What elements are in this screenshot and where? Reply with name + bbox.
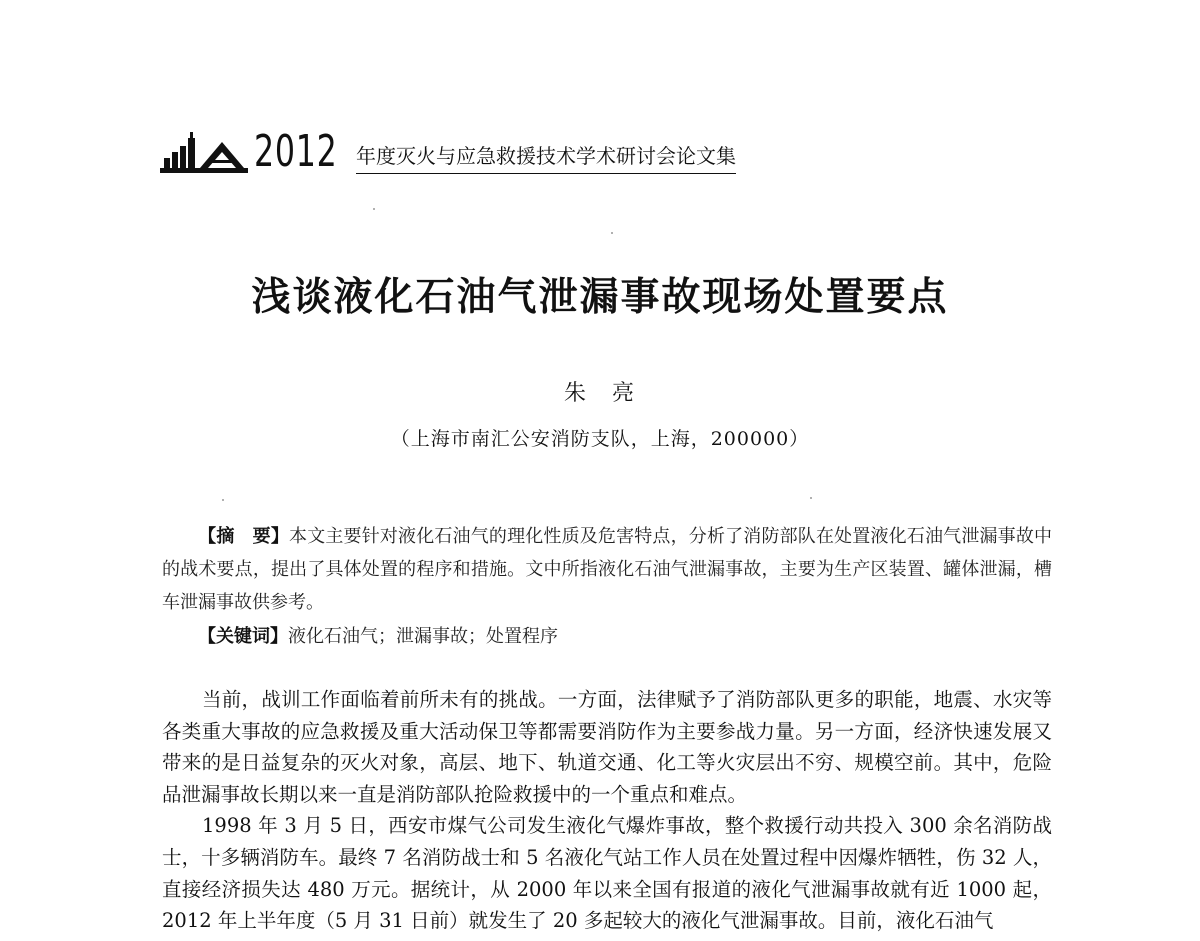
abstract-label: 【摘 要】	[198, 526, 290, 547]
scan-speck	[222, 499, 224, 501]
scan-speck	[373, 208, 375, 210]
conference-logo-icon	[160, 128, 248, 174]
body-paragraph: 当前，战训工作面临着前所未有的挑战。一方面，法律赋予了消防部队更多的职能，地震、水灾等各类重大事故的应急救援及重大活动保卫等都需要消防作为主要参战力量。另一方面，经济快速发展又带来的是日益复杂的灭火对象，高层、地下、轨道交通、化工等火灾层出不穷、规模空前。其中，危险品泄漏事故长期以来一直是消防部队抢险救援中的一个重点和难点。	[162, 688, 1052, 806]
paper-title: 浅谈液化石油气泄漏事故现场处置要点	[251, 274, 949, 320]
paper-affiliation: （上海市南汇公安消防支队，上海，200000）	[390, 428, 810, 450]
scan-speck	[810, 497, 812, 499]
header-year: 2012	[254, 126, 338, 177]
abstract-text: 本文主要针对液化石油气的理化性质及危害特点，分析了消防部队在处置液化石油气泄漏事故中的战术要点，提出了具体处置的程序和措施。文中所指液化石油气泄漏事故，主要为生产区装置、罐体泄漏，槽车泄漏事故供参考。	[162, 526, 1053, 613]
body-text	[162, 684, 1052, 937]
keywords-label: 【关键词】	[198, 626, 288, 647]
abstract	[162, 520, 1052, 619]
paper-author: 朱 亮	[563, 381, 636, 406]
keywords	[198, 620, 558, 653]
body-paragraph: 1998 年 3 月 5 日，西安市煤气公司发生液化气爆炸事故，整个救援行动共投入 300 余名消防战士，十多辆消防车。最终 7 名消防战士和 5 名液化气站工作人员在处置过程中因爆炸牺牲，伤 32 人，直接经济损失达 480 万元。据统计，从 2000 年以来全国有报道的液化气泄漏事故就有近 1000 起，2012 年上半年度（5 月 31 日前）就发生了 20 多起较大的液化气泄漏事故。目前，液化石油气	[162, 814, 1052, 933]
header-series-title: 年度灭火与应急救援技术学术研讨会论文集	[356, 145, 736, 174]
running-header	[160, 126, 736, 177]
keywords-text: 液化石油气；泄漏事故；处置程序	[288, 626, 558, 647]
scan-speck	[611, 232, 613, 234]
